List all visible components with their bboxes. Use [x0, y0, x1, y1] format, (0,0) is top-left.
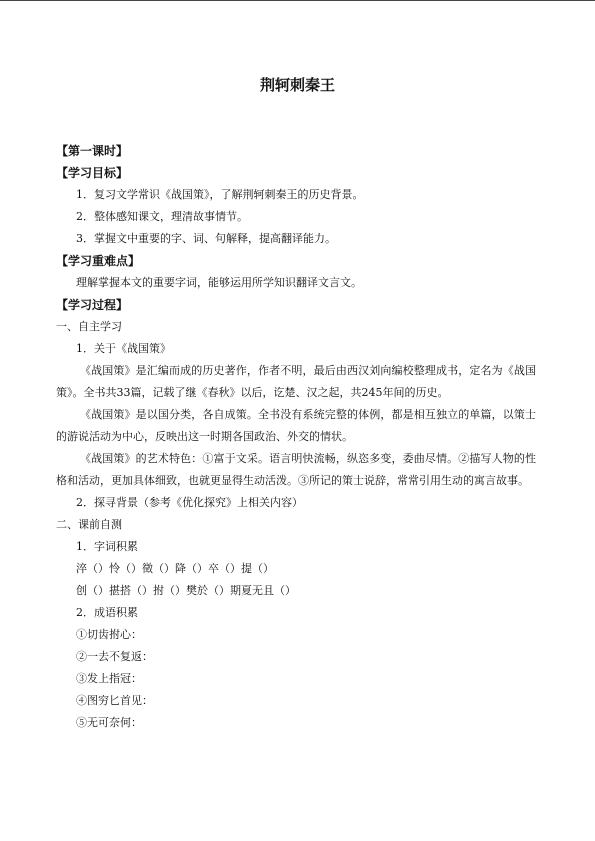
heading-learning-process: 【学习过程】 [56, 298, 129, 312]
idiom-item-5: ⑤无可奈何： [76, 716, 142, 729]
word-exercise-line-1: 淬（）怜（）徵（）降（）卒（）提（） [76, 562, 274, 575]
heading-key-points: 【学习重难点】 [56, 254, 141, 268]
word-exercise-line-2: 创（）揕搭（）拊（）樊於（）期夏无且（） [76, 584, 296, 597]
goal-item-2: 2．整体感知课文，理清故事情节。 [76, 210, 248, 223]
paragraph-3: 《战国策》的艺术特色：①富于文采。语言明快流畅，纵恣多变，委曲尽情。②描写人物的性格和活动，更加具体细致，也就更显得生动活泼。③所记的策士说辞，常常引用生动的寓言故事。 [56, 452, 536, 487]
heading-first-lesson: 【第一课时】 [56, 144, 129, 158]
goal-item-1: 1．复习文学常识《战国策》，了解荆轲刺秦王的历史背景。 [76, 188, 364, 201]
heading-learning-goals: 【学习目标】 [56, 166, 129, 180]
item-word-accumulation: 1．字词积累 [76, 540, 138, 553]
top-border-line [0, 0, 595, 1]
idiom-item-4: ④图穷匕首见： [76, 694, 153, 707]
section-self-study: 一、自主学习 [56, 320, 122, 333]
goal-item-3: 3．掌握文中重要的字、词、句解释，提高翻译能力。 [76, 232, 336, 245]
idiom-item-2: ②一去不复返： [76, 650, 153, 663]
document-title: 荆轲刺秦王 [259, 76, 335, 94]
document-body [56, 140, 536, 734]
idiom-item-3: ③发上指冠： [76, 672, 142, 685]
item-idiom-accumulation: 2．成语积累 [76, 606, 138, 619]
item-about-zhanguoce: 1．关于《战国策》 [76, 342, 171, 355]
paragraph-2: 《战国策》是以国分类，各自成策。全书没有系统完整的体例，都是相互独立的单篇，以策士的游说活动为中心，反映出这一时期各国政治、外交的情状。 [56, 408, 536, 443]
item-background: 2．探寻背景（参考《优化探究》上相关内容） [76, 496, 303, 509]
paragraph-1: 《战国策》是汇编而成的历史著作，作者不明，最后由西汉刘向编校整理成书，定名为《战国策》。全书共33篇，记载了继《春秋》以后，讫楚、汉之起，共245年间的历史。 [56, 364, 536, 399]
key-point-text: 理解掌握本文的重要字词，能够运用所学知识翻译文言文。 [76, 276, 362, 289]
section-pre-class-test: 二、课前自测 [56, 518, 122, 531]
idiom-item-1: ①切齿拊心： [76, 628, 142, 641]
